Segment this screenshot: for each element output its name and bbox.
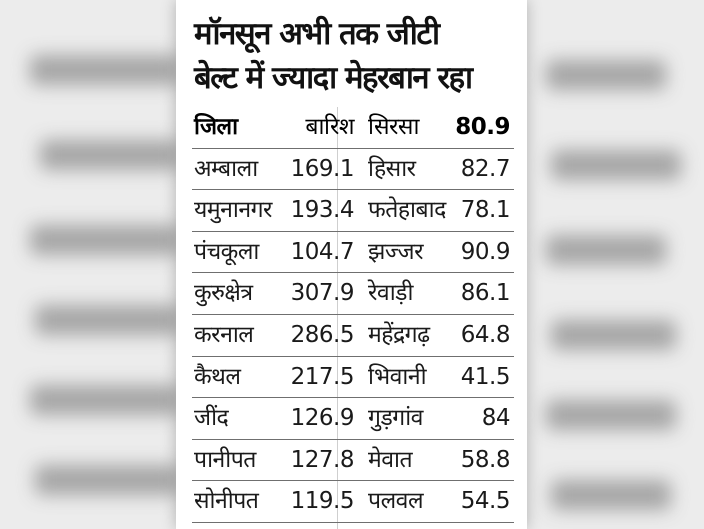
district-name: जींद [194, 405, 229, 432]
district-name: हिसार [368, 155, 416, 182]
rainfall-table [192, 107, 514, 523]
background-blur-right [526, 0, 704, 529]
table-row [192, 398, 514, 440]
rainfall-value: 286.5 [290, 321, 354, 348]
headline-line-1: मॉनसून अभी तक जीटी [194, 16, 439, 52]
rainfall-value: 307.9 [290, 280, 354, 307]
district-name: पलवल [368, 488, 424, 515]
district-name: कुरुक्षेत्र [194, 280, 253, 307]
district-name: महेंद्रगढ़ [368, 321, 430, 348]
background-blur-left [0, 0, 185, 529]
rainfall-value: 127.8 [290, 446, 354, 473]
district-name: भिवानी [368, 363, 427, 390]
newspaper-clipping [176, 0, 527, 529]
rainfall-value: 119.5 [290, 488, 354, 515]
district-name: यमुनानगर [194, 197, 272, 224]
table-row [192, 273, 514, 315]
headline-line-2: बेल्ट में ज्यादा मेहरबान रहा [194, 60, 472, 96]
rainfall-value: 84 [481, 405, 510, 432]
table-row [192, 440, 514, 482]
table-row [192, 149, 514, 191]
rainfall-value: 64.8 [460, 321, 510, 348]
district-name: कैथल [194, 363, 241, 390]
district-name: झज्जर [368, 238, 424, 265]
table-row [192, 190, 514, 232]
table-row [192, 481, 514, 523]
rainfall-value: 126.9 [290, 405, 354, 432]
district-name: पंचकूला [194, 238, 259, 265]
rainfall-value: 78.1 [460, 197, 510, 224]
header-district-label: जिला [194, 114, 238, 140]
rainfall-value: 54.5 [460, 488, 510, 515]
rainfall-value: 86.1 [460, 280, 510, 307]
district-name: अम्बाला [194, 155, 258, 182]
district-name: गुड़गांव [368, 405, 423, 432]
header-rain-label: बारिश [305, 114, 354, 140]
district-name: करनाल [194, 321, 254, 348]
table-row [192, 357, 514, 399]
district-name: फतेहाबाद [368, 197, 446, 224]
rainfall-value: 82.7 [460, 155, 510, 182]
rainfall-value: 90.9 [460, 238, 510, 265]
rainfall-value: 169.1 [290, 155, 354, 182]
rainfall-value: 58.8 [460, 446, 510, 473]
table-header-row [192, 107, 514, 149]
table-row [192, 315, 514, 357]
district-name: रेवाड़ी [368, 280, 413, 307]
rainfall-value: 80.9 [455, 114, 510, 140]
headline [194, 12, 514, 100]
district-name: सिरसा [368, 114, 419, 140]
rainfall-value: 193.4 [290, 197, 354, 224]
district-name: मेवात [368, 446, 413, 473]
district-name: पानीपत [194, 446, 256, 473]
rainfall-value: 104.7 [290, 238, 354, 265]
table-row [192, 232, 514, 274]
district-name: सोनीपत [194, 488, 259, 515]
rainfall-value: 41.5 [460, 363, 510, 390]
rainfall-value: 217.5 [290, 363, 354, 390]
